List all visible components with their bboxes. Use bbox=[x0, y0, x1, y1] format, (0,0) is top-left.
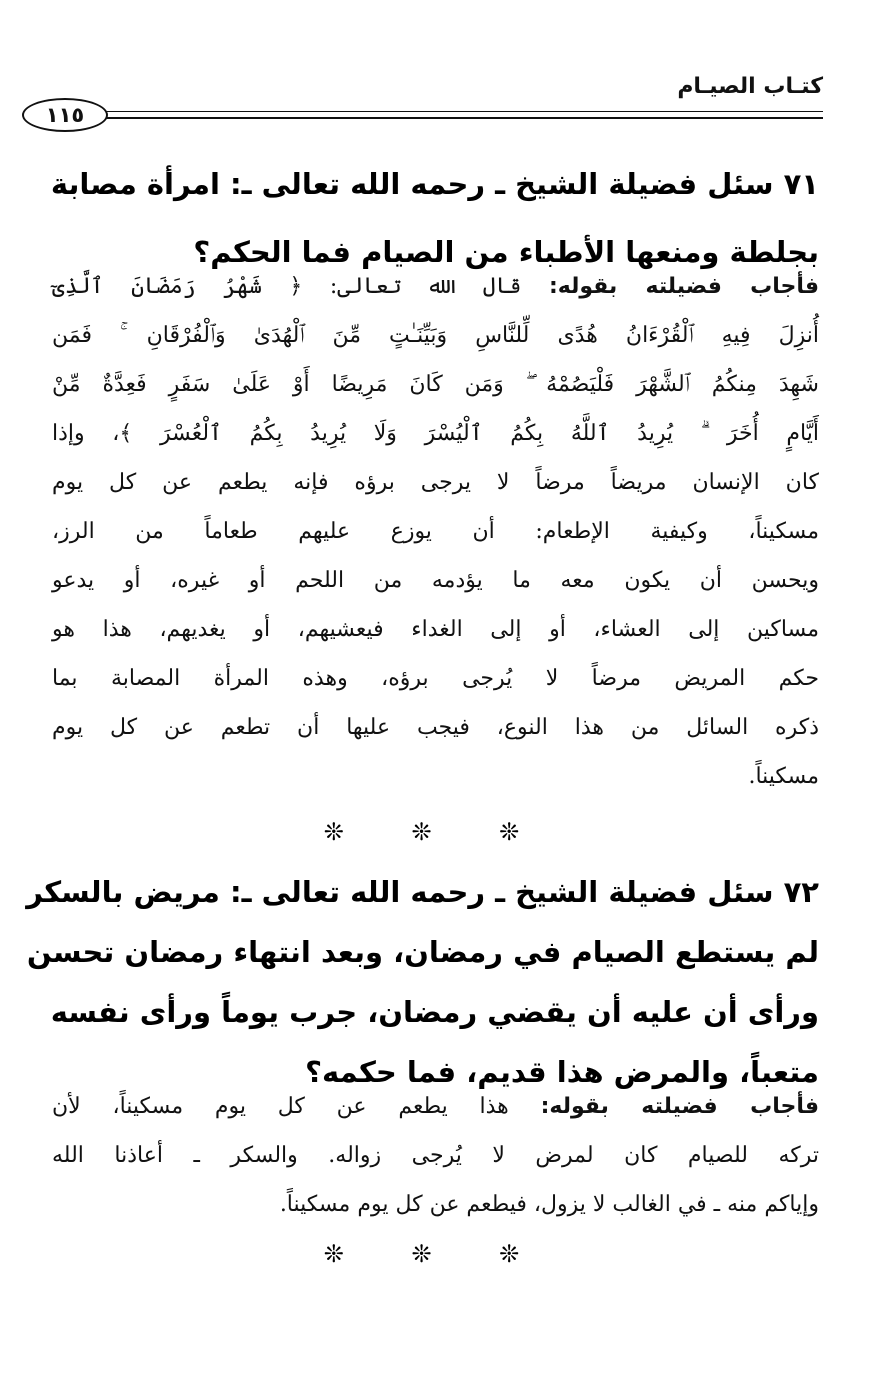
answer-line-rest: هذا يطعم عن كل يوم مسكيناً، لأن bbox=[52, 1094, 541, 1119]
quran-verse-end: أَيَّامٍ أُخَرَ ۗ يُرِيدُ ٱللَّهُ بِكُمُ ٱلْيُسْرَ وَلَا يُرِيدُ بِكُمُ ٱلْعُسْرَ ﴾ bbox=[119, 421, 819, 446]
answer-line: تركه للصيام كان لمرض لا يُرجى زواله. والسكر ـ أعاذنا الله bbox=[52, 1143, 819, 1168]
answer-line: حكم المريض مرضاً لا يُرجى برؤه، وهذه المرأة المصابة بما bbox=[52, 666, 820, 691]
quran-verse-line: أُنزِلَ فِيهِ ٱلْقُرْءَانُ هُدًى لِّلنَّاسِ وَبَيِّنَـٰتٍ مِّنَ ٱلْهُدَىٰ وَٱلْفُرْقَانِ ۚ فَمَن bbox=[52, 323, 819, 348]
answer-line: كان الإنسان مريضاً مرضاً لا يرجى برؤه فإنه يطعم عن كل يوم bbox=[52, 470, 819, 495]
question-line: ٧١ سئل فضيلة الشيخ ـ رحمه الله تعالى ـ: امرأة مصابة bbox=[50, 167, 819, 201]
question-line: متعباً، والمرض هذا قديم، فما حكمه؟ bbox=[305, 1055, 819, 1089]
quran-verse-line: شَهِدَ مِنكُمُ ٱلشَّهْرَ فَلْيَصُمْهُ ۖ وَمَن كَانَ مَرِيضًا أَوْ عَلَىٰ سَفَرٍ فَعِدَّةٌ مِّنْ bbox=[52, 372, 819, 397]
answer-72 bbox=[52, 1082, 819, 1229]
question-72 bbox=[26, 862, 819, 1102]
section-separator: ❊ ❊ ❊ bbox=[323, 818, 550, 846]
answer-line bbox=[52, 409, 819, 458]
running-title: كتـاب الصيـام bbox=[677, 74, 823, 99]
header-rule-thick bbox=[104, 117, 823, 119]
answer-line: وإياكم منه ـ في الغالب لا يزول، فيطعم عن كل يوم مسكيناً. bbox=[279, 1192, 819, 1217]
question-line: لم يستطع الصيام في رمضان، وبعد انتهاء رمضان تحسن bbox=[26, 935, 819, 969]
answer-line: ويحسن أن يكون معه ما يؤدمه من اللحم أو غيره، أو يدعو bbox=[52, 568, 819, 593]
quran-verse-start: قال الله تعالى: ﴿ شَهْرُ رَمَضَانَ ٱلَّذِىٓ bbox=[52, 274, 549, 299]
answer-line-tail: ، وإذا bbox=[52, 421, 120, 446]
answer-line: مسكيناً. bbox=[748, 764, 819, 789]
answer-line bbox=[52, 262, 819, 311]
answer-line: مسكيناً، وكيفية الإطعام: أن يوزع عليهم طعاماً من الرز، bbox=[52, 519, 819, 544]
section-separator: ❊ ❊ ❊ bbox=[323, 1240, 550, 1268]
answer-line: ذكره السائل من هذا النوع، فيجب عليها أن تطعم عن كل يوم bbox=[52, 715, 819, 740]
question-line: ورأى أن عليه أن يقضي رمضان، جرب يوماً ورأى نفسه bbox=[50, 995, 819, 1029]
page-number: ١١٥ bbox=[22, 98, 108, 132]
answer-line: مساكين إلى العشاء، أو إلى الغداء فيعشيهم، أو يغديهم، هذا هو bbox=[52, 617, 819, 642]
answer-71 bbox=[52, 262, 819, 801]
question-line: بجلطة ومنعها الأطباء من الصيام فما الحكم؟ bbox=[193, 235, 819, 269]
answer-lead: فأجاب فضيلته بقوله: bbox=[540, 1094, 819, 1119]
question-line: ٧٢ سئل فضيلة الشيخ ـ رحمه الله تعالى ـ: مريض بالسكر bbox=[26, 875, 819, 909]
answer-line bbox=[52, 1082, 819, 1131]
answer-lead: فأجاب فضيلته بقوله: bbox=[548, 274, 819, 299]
header-rule-thin bbox=[104, 111, 823, 112]
